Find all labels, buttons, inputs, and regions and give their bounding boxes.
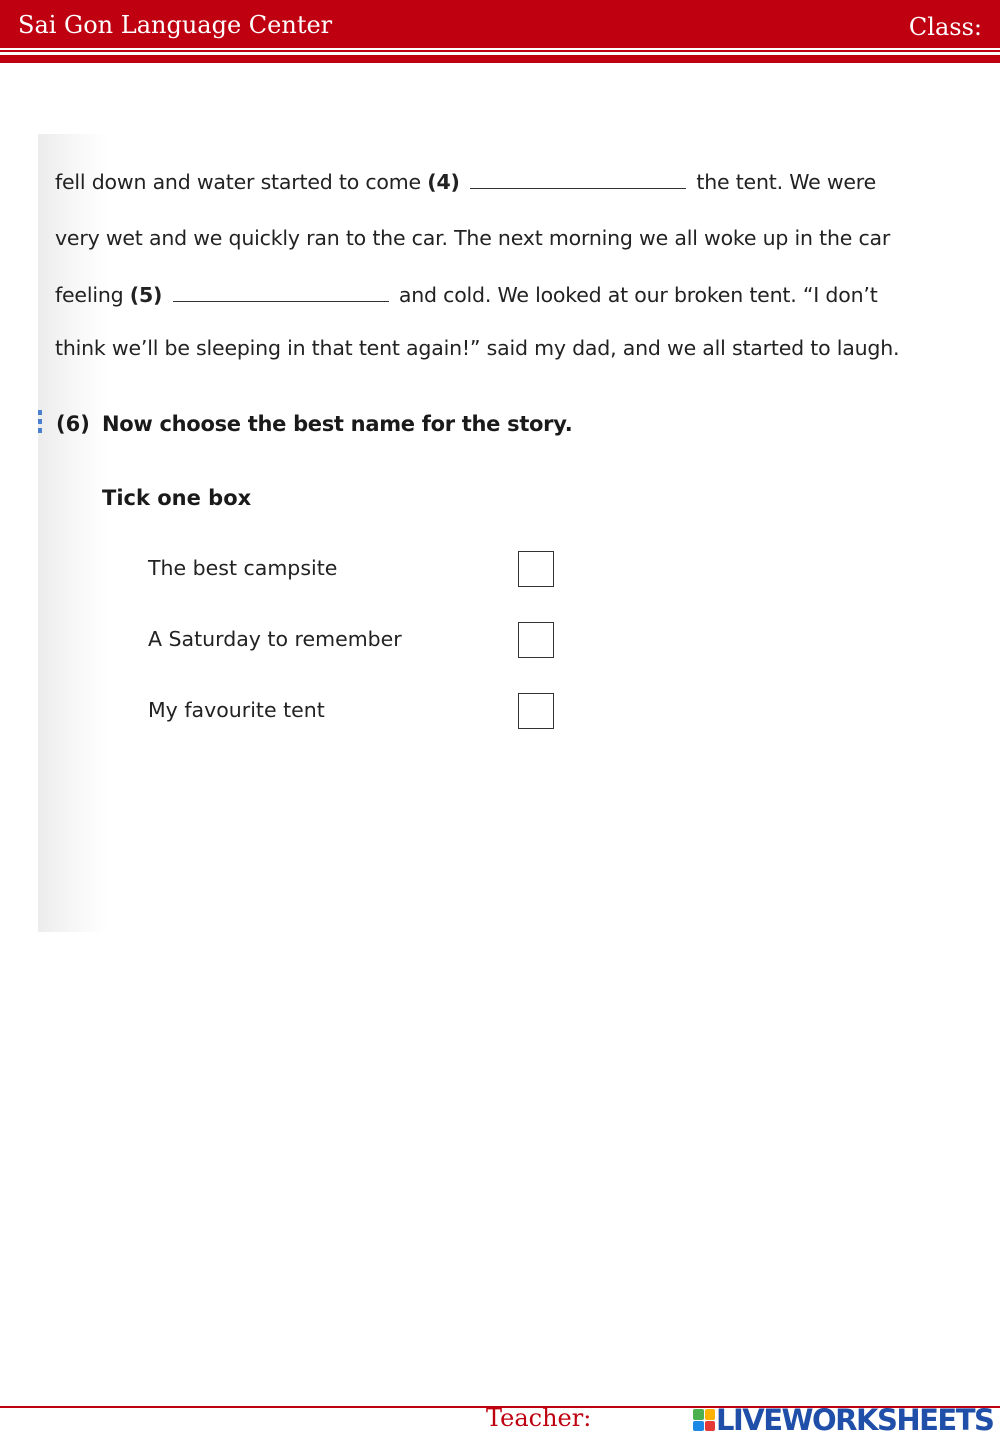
blank-marker-5: (5) — [129, 283, 163, 307]
teacher-label: Teacher: — [486, 1404, 592, 1432]
school-name: Sai Gon Language Center — [18, 11, 333, 39]
liveworksheets-logo-icon — [693, 1409, 715, 1431]
class-label: Class: — [908, 13, 982, 41]
answer-blank-5[interactable] — [173, 300, 389, 302]
story-text: fell down and water started to come — [55, 170, 421, 194]
story-line-4: think we’ll be sleeping in that tent again!” said my dad, and we all started to laugh. — [55, 336, 900, 360]
story-text: and cold. We looked at our broken tent. “I don’t — [398, 283, 878, 307]
logo-tile — [705, 1421, 716, 1432]
story-line-3 — [55, 283, 878, 307]
option-label-3: My favourite tent — [148, 698, 325, 722]
header-divider-thin — [0, 50, 1000, 52]
liveworksheets-brand: LIVEWORKSHEETS — [716, 1403, 994, 1437]
question-instruction: Tick one box — [102, 486, 252, 510]
logo-tile — [693, 1409, 704, 1420]
panel-edge-mark — [38, 410, 42, 436]
header-divider-thick — [0, 55, 1000, 63]
option-checkbox-2[interactable] — [518, 622, 554, 658]
answer-blank-4[interactable] — [470, 187, 686, 189]
question-text: Now choose the best name for the story. — [102, 412, 573, 436]
story-line-1 — [55, 170, 876, 194]
logo-tile — [705, 1409, 716, 1420]
story-line-2: very wet and we quickly ran to the car. The next morning we all woke up in the car — [55, 226, 891, 250]
story-text: the tent. We were — [696, 170, 876, 194]
option-checkbox-1[interactable] — [518, 551, 554, 587]
story-text: feeling — [55, 283, 124, 307]
logo-tile — [693, 1421, 704, 1432]
option-checkbox-3[interactable] — [518, 693, 554, 729]
option-label-1: The best campsite — [148, 556, 338, 580]
option-label-2: A Saturday to remember — [148, 627, 402, 651]
header-bar — [0, 0, 1000, 48]
question-number: (6) — [56, 412, 90, 436]
blank-marker-4: (4) — [427, 170, 460, 194]
worksheet-image-panel — [38, 134, 960, 932]
